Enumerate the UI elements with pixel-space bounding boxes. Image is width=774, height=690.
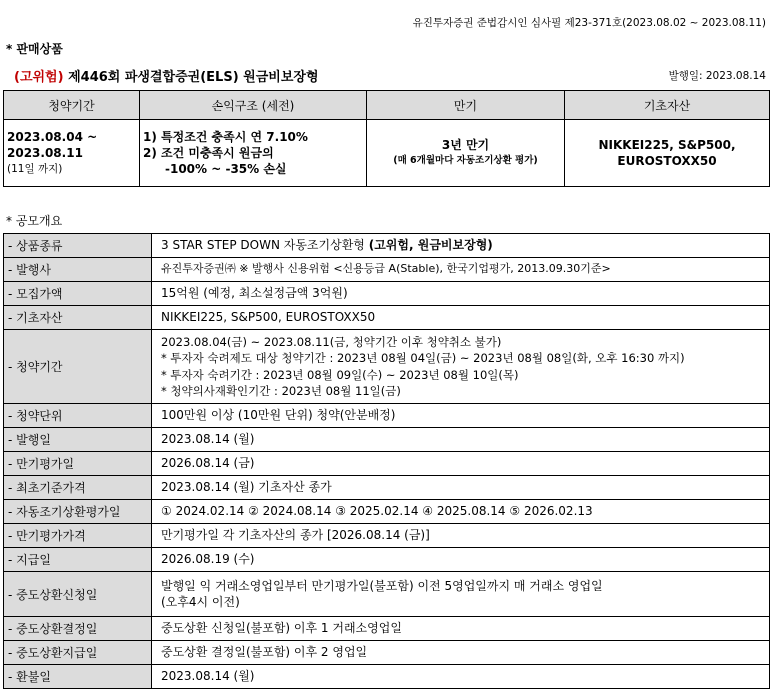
- header-maturity: 만기: [367, 91, 565, 120]
- overview-row: - 중도상환신청일 발행일 익 거래소영업일부터 만기평가일(불포함) 이전 5영업일까지 매 거래소 영업일 (오후4시 이전): [4, 572, 770, 617]
- overview-row: - 만기평가일 2026.08.14 (금): [4, 452, 770, 476]
- overview-row: - 기초자산 NIKKEI225, S&P500, EUROSTOXX50: [4, 306, 770, 330]
- header-subscription-period: 청약기간: [4, 91, 140, 120]
- summary-maturity-cell: 3년 만기 (매 6개월마다 자동조기상환 평가): [367, 120, 565, 187]
- summary-period-cell: 2023.08.04 ~ 2023.08.11 (11일 까지): [4, 120, 140, 187]
- summary-header-row: [4, 91, 770, 120]
- summary-table: [3, 90, 770, 187]
- overview-row: - 청약단위 100만원 이상 (10만원 단위) 청약(안분배정): [4, 404, 770, 428]
- overview-row: - 발행일 2023.08.14 (월): [4, 428, 770, 452]
- product-name: 제446회 파생결합증권(ELS) 원금비보장형: [68, 70, 319, 85]
- section-title-sales: * 판매상품: [6, 42, 63, 56]
- overview-row: - 청약기간 2023.08.04(금) ~ 2023.08.11(금, 청약기간 이후 청약취소 불가) * 투자자 숙려제도 대상 청약기간 : 2023년 08월 04일(금) ~ 2023년 08월 08일(화, 오후 16:30 까지) * 투자자 숙려기간 : 2023년 08월 09일(수) ~ 2023년 08월 10일(목) * 청약의사재확인기간 : 2023년 08월 11일(금): [4, 330, 770, 404]
- summary-underlying-cell: NIKKEI225, S&P500, EUROSTOXX50: [565, 120, 770, 187]
- overview-row: - 지급일 2026.08.19 (수): [4, 548, 770, 572]
- issue-date-text: 발행일: 2023.08.14: [668, 70, 766, 82]
- overview-table: [3, 233, 770, 689]
- overview-row: - 중도상환결정일 중도상환 신청일(불포함) 이후 1 거래소영업일: [4, 617, 770, 641]
- overview-row: - 자동조기상환평가일 ① 2024.02.14 ② 2024.08.14 ③ 2025.02.14 ④ 2025.08.14 ⑤ 2026.02.13: [4, 500, 770, 524]
- summary-profit-cell: 1) 특정조건 충족시 연 7.10% 2) 조건 미충족시 원금의 -100% ~ -35% 손실: [140, 120, 367, 187]
- product-title: [14, 66, 319, 85]
- overview-row: - 최초기준가격 2023.08.14 (월) 기초자산 종가: [4, 476, 770, 500]
- risk-label: (고위험): [14, 70, 64, 85]
- overview-row: - 만기평가가격 만기평가일 각 기초자산의 종가 [2026.08.14 (금)]: [4, 524, 770, 548]
- summary-body-row: [4, 120, 770, 187]
- overview-row: - 상품종류 3 STAR STEP DOWN 자동조기상환형 (고위험, 원금비보장형): [4, 234, 770, 258]
- header-profit-structure: 손익구조 (세전): [140, 91, 367, 120]
- overview-row: - 발행사 유진투자증권㈜ ※ 발행사 신용위험 <신용등급 A(Stable), 한국기업평가, 2013.09.30기준>: [4, 258, 770, 282]
- header-underlying: 기초자산: [565, 91, 770, 120]
- overview-row: - 환불일 2023.08.14 (월): [4, 665, 770, 689]
- overview-row: - 중도상환지급일 중도상환 결정일(불포함) 이후 2 영업일: [4, 641, 770, 665]
- compliance-approval-note: 유진투자증권 준법감시인 심사필 제23-371호(2023.08.02 ~ 2023.08.11): [412, 17, 766, 29]
- section-title-overview: * 공모개요: [6, 214, 63, 228]
- overview-row: - 모집가액 15억원 (예정, 최소설정금액 3억원): [4, 282, 770, 306]
